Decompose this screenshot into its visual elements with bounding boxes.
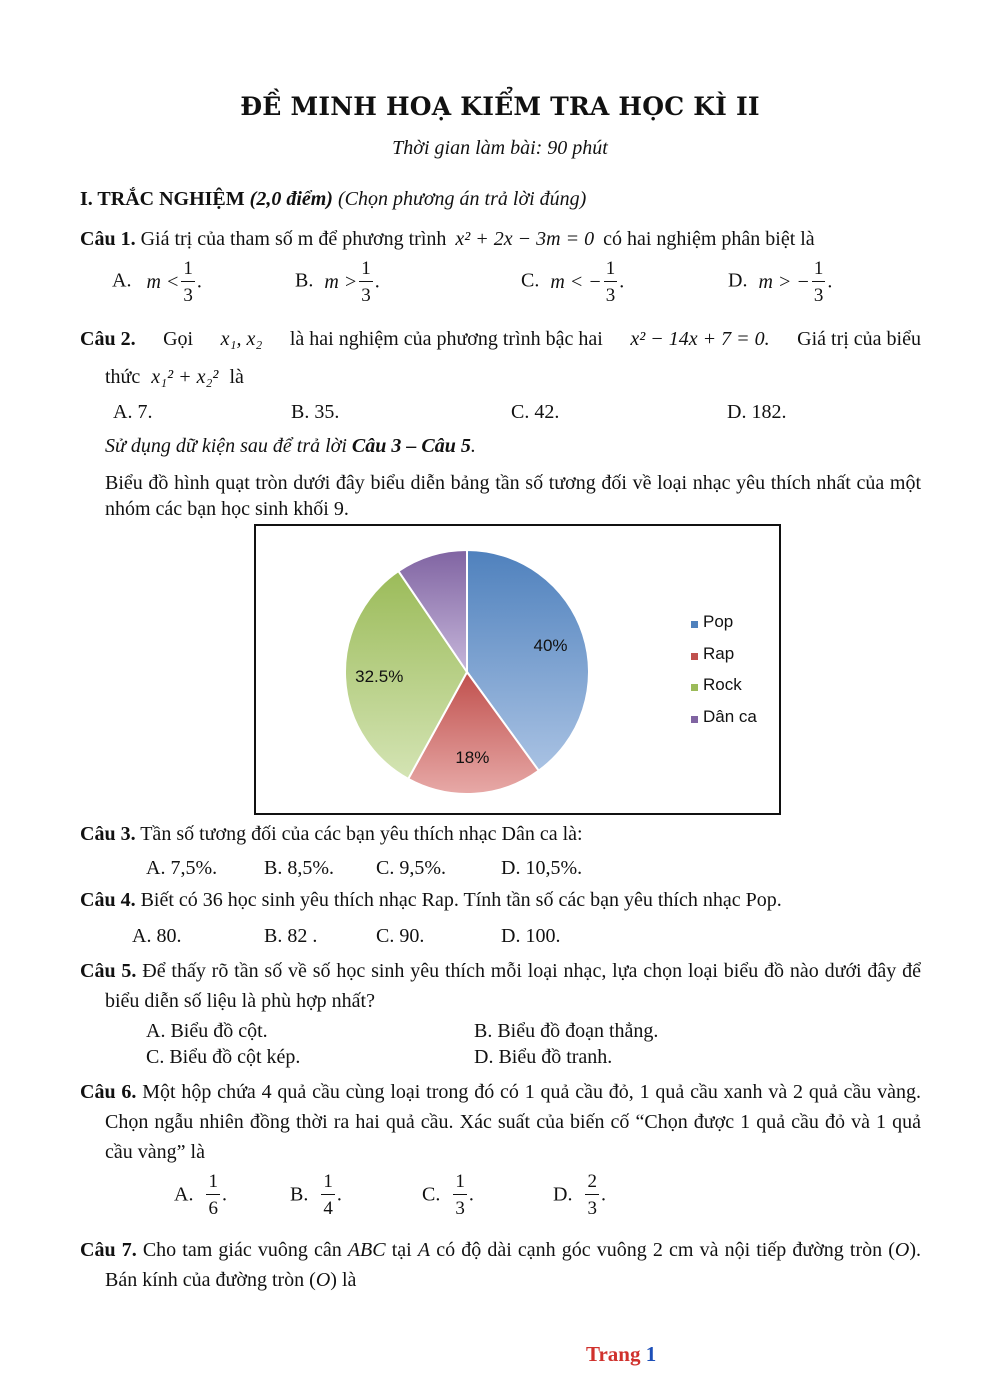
q5-option-a[interactable]: A. Biểu đồ cột. xyxy=(146,1020,268,1042)
section-heading xyxy=(80,188,586,211)
page-title: ĐỀ MINH HOẠ KIỂM TRA HỌC KÌ II xyxy=(240,92,760,121)
q6-option-b[interactable] xyxy=(290,1172,342,1218)
option-end: . xyxy=(619,270,625,293)
question-label: Câu 2. xyxy=(80,328,136,350)
pie-chart xyxy=(254,524,781,815)
legend-label-dan-ca: Dân ca xyxy=(703,707,757,726)
question-1 xyxy=(80,228,815,251)
fraction-numerator: 2 xyxy=(585,1172,599,1195)
pie-data-label: 32.5% xyxy=(355,667,404,687)
q5-option-b[interactable]: B. Biểu đồ đoạn thẳng. xyxy=(474,1020,659,1042)
fraction xyxy=(585,1172,599,1218)
legend-swatch-pop xyxy=(691,621,698,628)
question-text: Giá trị của tham số m để phương trình xyxy=(140,228,447,250)
q3-option-c[interactable]: C. 9,5%. xyxy=(376,857,446,879)
fraction-numerator: 1 xyxy=(604,259,618,282)
fraction-numerator: 1 xyxy=(359,259,373,282)
q3-option-d[interactable]: D. 10,5%. xyxy=(501,857,583,879)
question-text: Tần số tương đối của các bạn yêu thích nhạc Dân ca là: xyxy=(140,823,583,845)
fraction-denominator: 3 xyxy=(813,285,824,306)
fraction-denominator: 3 xyxy=(605,285,616,306)
question-2-line2 xyxy=(105,366,244,389)
option-end: . xyxy=(374,270,380,293)
q6-option-c[interactable] xyxy=(422,1172,474,1218)
question-7 xyxy=(80,1235,921,1295)
legend-swatch-rock xyxy=(691,684,698,691)
option-end: . xyxy=(221,1183,227,1206)
option-end: . xyxy=(196,270,202,293)
option-end: . xyxy=(468,1183,474,1206)
shared-range: Câu 3 – Câu 5 xyxy=(351,435,471,457)
chart-description: Biểu đồ hình quạt tròn dưới đây biểu diễn bảng tần số tương đối về loại nhạc yêu thích nhất của một nhóm các bạn học sinh khối 9. xyxy=(105,472,921,520)
question-text: là hai nghiệm của phương trình bậc hai xyxy=(289,328,603,350)
section-points: (2,0 điểm) xyxy=(249,188,333,210)
question-4 xyxy=(80,889,782,912)
legend-label-rock: Rock xyxy=(703,675,742,694)
shared-end: . xyxy=(470,435,476,457)
fraction-numerator: 1 xyxy=(321,1172,335,1195)
pie-data-label: 40% xyxy=(533,635,568,655)
fraction-numerator: 1 xyxy=(206,1172,220,1195)
question-text: Gọi xyxy=(163,328,194,350)
question-text: Để thấy rõ tần số về số học sinh yêu thích mỗi loại nhạc, lựa chọn loại biểu đồ nào dưới đây để biểu diễn số liệu là phù hợp nhất? xyxy=(105,960,921,1012)
section-instruction: (Chọn phương án trả lời đúng) xyxy=(337,188,587,210)
variables: x₁, x₂ xyxy=(220,328,263,350)
question-label: Câu 5. xyxy=(80,960,137,982)
option-letter: D. xyxy=(553,1183,573,1206)
q4-option-d[interactable]: D. 100. xyxy=(501,925,561,947)
fraction-denominator: 3 xyxy=(455,1198,465,1219)
q1-option-c[interactable] xyxy=(521,259,624,305)
section-title: I. TRẮC NGHIỆM xyxy=(80,188,245,210)
vertex-name: A xyxy=(417,1239,431,1261)
q6-option-d[interactable] xyxy=(553,1172,606,1218)
option-letter: A. xyxy=(112,269,132,292)
option-letter: D. xyxy=(728,269,748,292)
question-6 xyxy=(80,1077,921,1167)
shared-intro xyxy=(105,435,476,458)
question-label: Câu 7. xyxy=(80,1239,137,1261)
q2-option-c[interactable]: C. 42. xyxy=(511,401,560,423)
fraction-denominator: 4 xyxy=(323,1198,333,1219)
legend-swatch-rap xyxy=(691,653,698,660)
triangle-name: ABC xyxy=(347,1239,386,1261)
question-text: có hai nghiệm phân biệt là xyxy=(603,228,815,250)
fraction xyxy=(453,1172,467,1218)
question-text: là xyxy=(229,366,244,388)
question-text: Giá trị của biểu xyxy=(797,328,921,350)
fraction xyxy=(206,1172,220,1218)
equation: x² + 2x − 3m = 0 xyxy=(455,228,595,250)
fraction-numerator: 1 xyxy=(181,259,195,282)
pie-chart-svg xyxy=(256,526,779,813)
fraction-numerator: 1 xyxy=(812,259,826,282)
question-text: ). Bán kính của đường tròn ( xyxy=(105,1239,922,1291)
option-letter: C. xyxy=(521,269,540,292)
question-label: Câu 4. xyxy=(80,889,136,911)
option-letter: B. xyxy=(290,1183,309,1206)
fraction xyxy=(812,259,826,305)
question-text: có độ dài cạnh góc vuông 2 cm và nội tiếp đường tròn ( xyxy=(436,1239,895,1261)
page-subtitle: Thời gian làm bài: 90 phút xyxy=(392,137,608,159)
option-letter: C. xyxy=(422,1183,441,1206)
q1-option-d[interactable] xyxy=(728,259,832,305)
question-label: Câu 1. xyxy=(80,228,136,250)
legend-label-pop: Pop xyxy=(703,612,734,631)
option-end: . xyxy=(336,1183,342,1206)
option-end: . xyxy=(827,270,833,293)
option-letter: B. xyxy=(295,269,314,292)
fraction-denominator: 3 xyxy=(587,1198,597,1219)
question-5 xyxy=(80,956,921,1016)
pie-data-label: 18% xyxy=(455,748,490,768)
fraction xyxy=(604,259,618,305)
option-expr: m < xyxy=(146,270,180,293)
option-expr: m < − xyxy=(550,270,602,293)
q1-option-a[interactable] xyxy=(112,259,202,305)
circle-name: O xyxy=(315,1269,331,1291)
q2-option-a[interactable]: A. 7. xyxy=(113,401,153,423)
question-text: tại xyxy=(391,1239,412,1261)
q1-option-b[interactable] xyxy=(295,259,380,305)
fraction-denominator: 3 xyxy=(183,285,193,306)
fraction xyxy=(321,1172,335,1218)
legend-swatch-dan-ca xyxy=(691,716,698,723)
question-2 xyxy=(80,328,921,351)
question-text: Một hộp chứa 4 quả cầu cùng loại trong đó có 1 quả cầu đỏ, 1 quả cầu xanh và 2 quả cầu vàng. Chọn ngẫu nhiên đồng thời ra hai quả cầu. Xác suất của biến cố “Chọn được 1 quả cầu đỏ và 1 quả cầu vàng” là xyxy=(105,1081,921,1163)
expression: x₁² + x₂² xyxy=(151,366,219,388)
page-footer xyxy=(586,1342,656,1367)
q5-option-c[interactable]: C. Biểu đồ cột kép. xyxy=(146,1046,301,1068)
fraction xyxy=(359,259,373,305)
q4-option-c[interactable]: C. 90. xyxy=(376,925,425,947)
q3-option-b[interactable]: B. 8,5%. xyxy=(264,857,334,879)
fraction-numerator: 1 xyxy=(453,1172,467,1195)
q2-option-d[interactable]: D. 182. xyxy=(727,401,787,423)
option-end: . xyxy=(600,1183,606,1206)
fraction xyxy=(181,259,195,305)
q2-option-b[interactable]: B. 35. xyxy=(291,401,340,423)
q6-option-a[interactable] xyxy=(174,1172,227,1218)
page-word: Trang xyxy=(586,1342,641,1366)
q5-option-d[interactable]: D. Biểu đồ tranh. xyxy=(474,1046,613,1068)
option-expr: m > − xyxy=(758,270,810,293)
question-text: Biết có 36 học sinh yêu thích nhạc Rap. Tính tần số các bạn yêu thích nhạc Pop. xyxy=(140,889,782,911)
option-letter: A. xyxy=(174,1183,194,1206)
fraction-denominator: 6 xyxy=(208,1198,218,1219)
fraction-denominator: 3 xyxy=(361,285,371,306)
question-label: Câu 3. xyxy=(80,823,136,845)
legend-label-rap: Rap xyxy=(703,644,735,663)
q4-option-b[interactable]: B. 82 . xyxy=(264,925,318,947)
question-text: ) là xyxy=(330,1269,357,1291)
q4-option-a[interactable]: A. 80. xyxy=(132,925,182,947)
question-label: Câu 6. xyxy=(80,1081,137,1103)
circle-name: O xyxy=(894,1239,910,1261)
equation: x² − 14x + 7 = 0. xyxy=(630,328,770,350)
page-number: 1 xyxy=(645,1342,657,1366)
question-text: Cho tam giác vuông cân xyxy=(142,1239,342,1261)
shared-intro-text: Sử dụng dữ kiện sau để trả lời xyxy=(105,435,347,457)
question-text: thức xyxy=(105,366,141,388)
question-3 xyxy=(80,823,583,846)
option-expr: m > xyxy=(324,270,358,293)
q3-option-a[interactable]: A. 7,5%. xyxy=(146,857,218,879)
